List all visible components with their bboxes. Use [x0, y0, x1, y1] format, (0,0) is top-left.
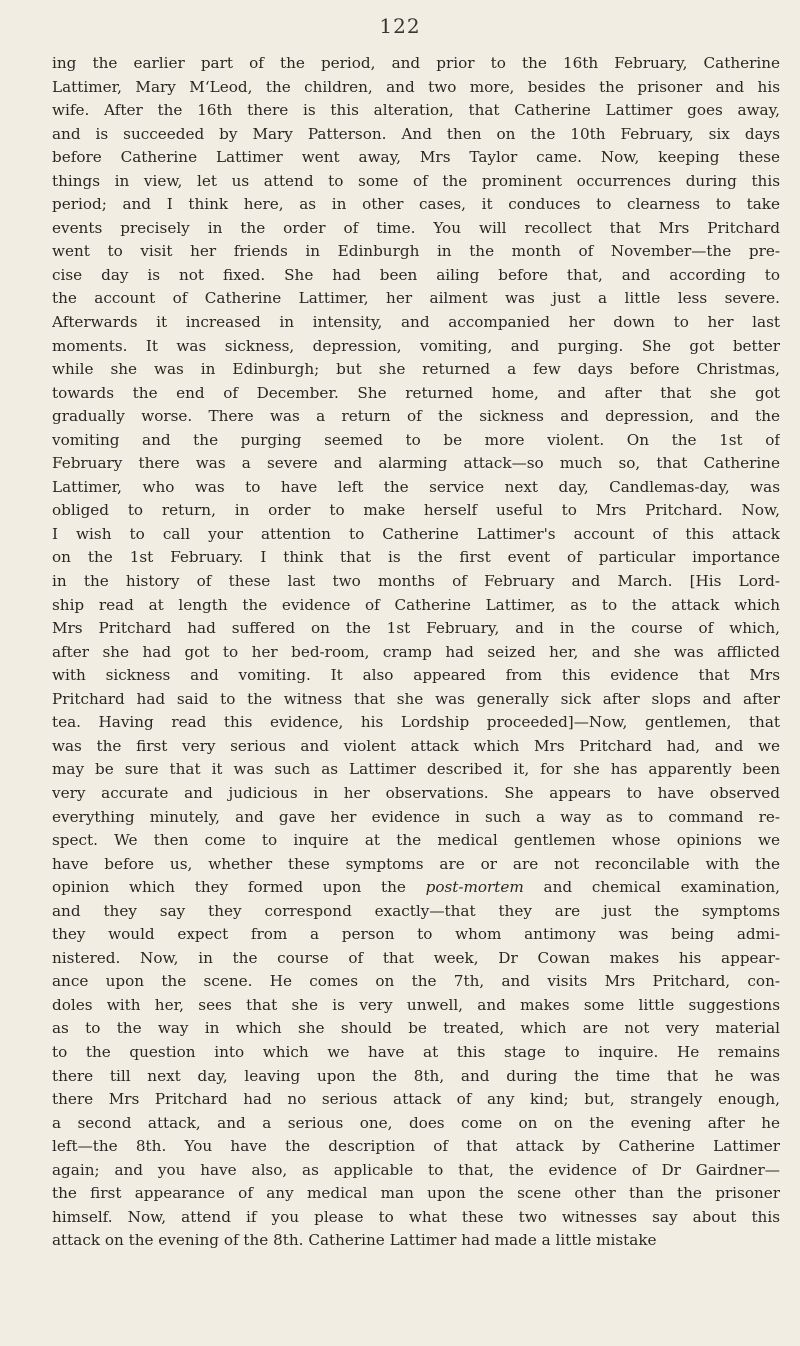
text-line: things in view, let us attend to some of the prominent occurrences during this	[52, 171, 780, 190]
text-line: the account of Catherine Lattimer, her ailment was just a little less severe.	[52, 289, 780, 308]
text-line: ance upon the scene. He comes on the 7th, and visits Mrs Pritchard, con-	[52, 972, 780, 991]
text-line: before Catherine Lattimer went away, Mrs Taylor came. Now, keeping these	[52, 148, 780, 167]
text-line: I wish to call your attention to Catherine Lattimer's account of this attack	[52, 524, 780, 543]
text-line: very accurate and judicious in her observations. She appears to have observed	[52, 783, 780, 802]
text-line: Lattimer, who was to have left the service next day, Candlemas-day, was	[52, 477, 780, 496]
text-line: himself. Now, attend if you please to what these two witnesses say about this	[52, 1207, 780, 1226]
text-line: opinion which they formed upon the post-mortem and chemical examination,	[52, 878, 780, 897]
text-line: events precisely in the order of time. You will recollect that Mrs Pritchard	[52, 218, 780, 237]
text-line: the first appearance of any medical man upon the scene other than the prisoner	[52, 1184, 780, 1203]
text-line: went to visit her friends in Edinburgh in the month of November—the pre-	[52, 242, 780, 261]
text-line: was the first very serious and violent attack which Mrs Pritchard had, and we	[52, 736, 780, 755]
page-number: 122	[379, 14, 421, 38]
text-line: Pritchard had said to the witness that she was generally sick after slops and after	[52, 689, 780, 708]
text-line: may be sure that it was such as Lattimer described it, for she has apparently been	[52, 760, 780, 779]
text-line: and they say they correspond exactly—that they are just the symptoms	[52, 901, 780, 920]
text-line: ship read at length the evidence of Catherine Lattimer, as to the attack which	[52, 595, 780, 614]
text-line: again; and you have also, as applicable to that, the evidence of Dr Gairdner—	[52, 1160, 780, 1179]
text-line: and is succeeded by Mary Patterson. And then on the 10th February, six days	[52, 124, 780, 143]
text-line: vomiting and the purging seemed to be more violent. On the 1st of	[52, 430, 780, 449]
text-line: on the 1st February. I think that is the first event of particular importance	[52, 548, 780, 567]
text-line: nistered. Now, in the course of that week, Dr Cowan makes his appear-	[52, 948, 780, 967]
text-line: Mrs Pritchard had suffered on the 1st February, and in the course of which,	[52, 619, 780, 638]
text-line: doles with her, sees that she is very unwell, and makes some little suggestions	[52, 995, 780, 1014]
text-line: cise day is not fixed. She had been ailing before that, and according to	[52, 265, 780, 284]
text-line: spect. We then come to inquire at the medical gentlemen whose opinions we	[52, 831, 780, 850]
text-line: left—the 8th. You have the description of that attack by Catherine Lattimer	[52, 1137, 780, 1156]
text-line: have before us, whether these symptoms are or are not reconcilable with the	[52, 854, 780, 873]
text-line: there till next day, leaving upon the 8th, and during the time that he was	[52, 1066, 780, 1085]
text-line: they would expect from a person to whom antimony was being admi-	[52, 925, 780, 944]
text-line: a second attack, and a serious one, does come on on the evening after he	[52, 1113, 780, 1132]
body-text	[52, 52, 780, 1253]
text-line: as to the way in which she should be treated, which are not very material	[52, 1019, 780, 1038]
text-line: with sickness and vomiting. It also appeared from this evidence that Mrs	[52, 666, 780, 685]
text-line: period; and I think here, as in other cases, it conduces to clearness to take	[52, 195, 780, 214]
text-line: February there was a severe and alarming attack—so much so, that Catherine	[52, 454, 780, 473]
text-line: gradually worse. There was a return of the sickness and depression, and the	[52, 407, 780, 426]
text-line: ing the earlier part of the period, and prior to the 16th February, Catherine	[52, 54, 780, 72]
text-line: everything minutely, and gave her evidence in such a way as to command re-	[52, 807, 780, 826]
text-line: obliged to return, in order to make herself useful to Mrs Pritchard. Now,	[52, 501, 780, 520]
text-line: Afterwards it increased in intensity, and accompanied her down to her last	[52, 313, 780, 332]
text-line: there Mrs Pritchard had no serious attack of any kind; but, strangely enough,	[52, 1090, 780, 1109]
text-line: while she was in Edinburgh; but she returned a few days before Christmas,	[52, 360, 780, 379]
text-line: in the history of these last two months of February and March. [His Lord-	[52, 572, 780, 591]
text-line: attack on the evening of the 8th. Catherine Lattimer had made a little mistake	[52, 1231, 657, 1250]
text-line: Lattimer, Mary M‘Leod, the children, and two more, besides the prisoner and his	[52, 77, 780, 96]
text-line: wife. After the 16th there is this alteration, that Catherine Lattimer goes away,	[52, 101, 780, 120]
text-line: moments. It was sickness, depression, vomiting, and purging. She got better	[52, 336, 780, 355]
text-line: to the question into which we have at this stage to inquire. He remains	[52, 1042, 780, 1061]
text-line: tea. Having read this evidence, his Lordship proceeded]—Now, gentlemen, that	[52, 713, 780, 732]
text-line: after she had got to her bed-room, cramp had seized her, and she was afflicted	[52, 642, 780, 661]
text-line: towards the end of December. She returned home, and after that she got	[52, 383, 780, 402]
